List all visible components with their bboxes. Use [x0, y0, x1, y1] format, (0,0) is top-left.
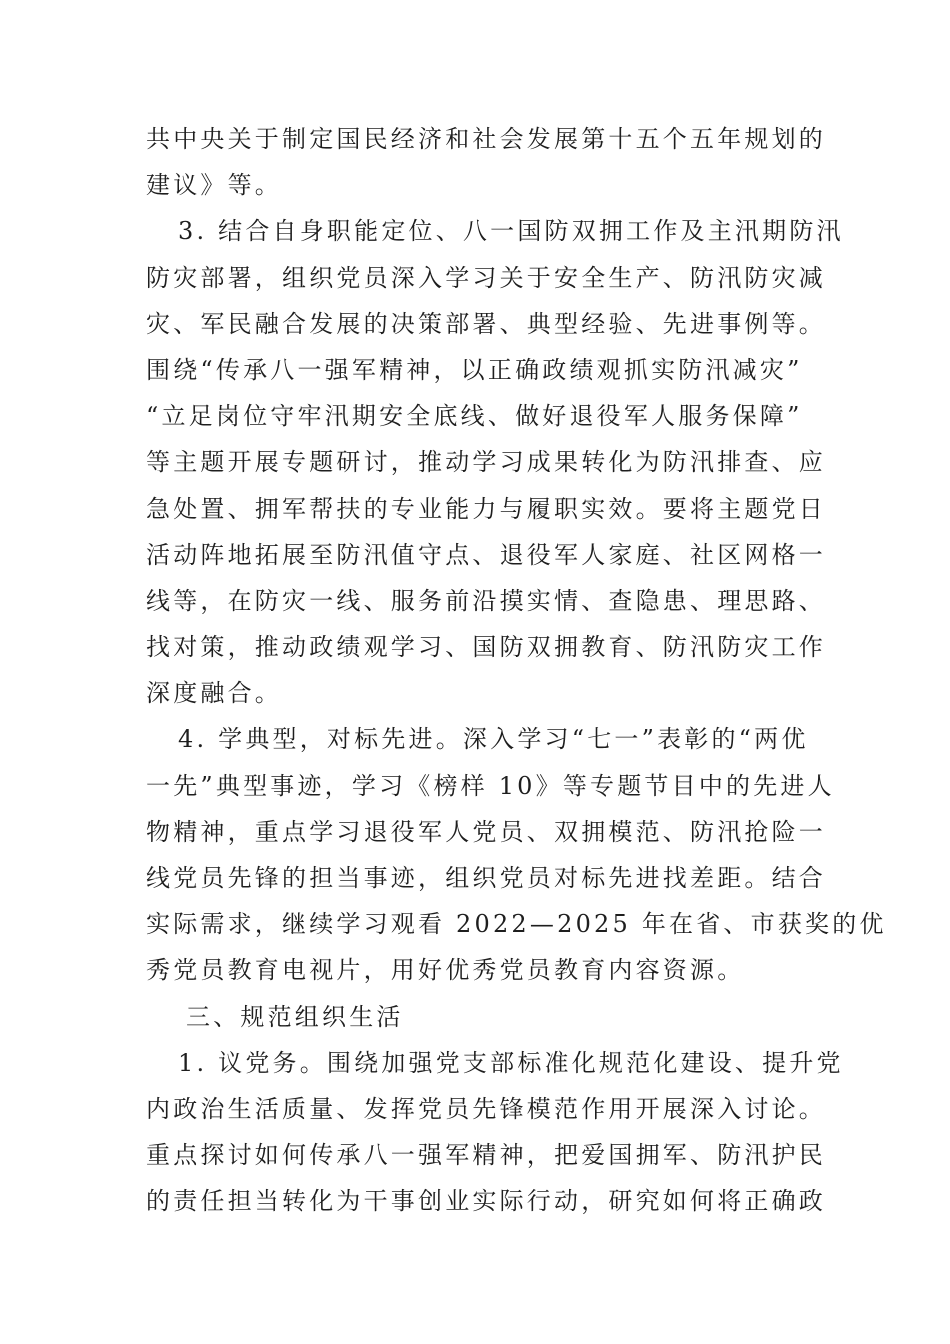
text-line: 防灾部署，组织党员深入学习关于安全生产、防汛防灾减 [146, 263, 826, 292]
text-line: “立足岗位守牢汛期安全底线、做好退役军人服务保障” [146, 402, 803, 431]
text-line: 活动阵地拓展至防汛值守点、退役军人家庭、社区网格一 [146, 540, 826, 569]
text-line: 灾、军民融合发展的决策部署、典型经验、先进事例等。 [146, 309, 826, 338]
text-line: 秀党员教育电视片，用好优秀党员教育内容资源。 [146, 956, 745, 985]
text-line: 线等，在防灾一线、服务前沿摸实情、查隐患、理思路、 [146, 586, 826, 615]
text-line: 的责任担当转化为干事创业实际行动，研究如何将正确政 [146, 1187, 826, 1216]
paragraph-item-1-start: 1. 议党务。围绕加强党支部标准化规范化建设、提升党 [178, 1048, 844, 1077]
text-line: 一先”典型事迹，学习《榜样 10》等专题节目中的先进人 [146, 771, 835, 800]
section-heading: 三、规范组织生活 [186, 1002, 404, 1031]
paragraph-item-3-start: 3. 结合自身职能定位、八一国防双拥工作及主汛期防汛 [178, 217, 844, 246]
text-line-continuation: 共中央关于制定国民经济和社会发展第十五个五年规划的 [146, 125, 826, 153]
text-line: 内政治生活质量、发挥党员先锋模范作用开展深入讨论。 [146, 1094, 826, 1123]
paragraph-item-4-start: 4. 学典型，对标先进。深入学习“七一”表彰的“两优 [178, 725, 809, 754]
text-line: 实际需求，继续学习观看 2022—2025 年在省、市获奖的优 [146, 910, 887, 939]
text-line: 围绕“传承八一强军精神，以正确政绩观抓实防汛减灾” [146, 355, 803, 384]
text-line: 线党员先锋的担当事迹，组织党员对标先进找差距。结合 [146, 864, 826, 892]
text-line: 建议》等。 [146, 171, 282, 200]
text-line: 等主题开展专题研讨，推动学习成果转化为防汛排查、应 [146, 448, 826, 477]
text-line: 深度融合。 [146, 679, 282, 708]
document-body [146, 116, 887, 1225]
text-line: 找对策，推动政绩观学习、国防双拥教育、防汛防灾工作 [146, 633, 826, 662]
text-line: 急处置、拥军帮扶的专业能力与履职实效。要将主题党日 [146, 494, 826, 523]
text-line: 重点探讨如何传承八一强军精神，把爱国拥军、防汛护民 [146, 1141, 826, 1170]
text-line: 物精神，重点学习退役军人党员、双拥模范、防汛抢险一 [146, 817, 826, 846]
